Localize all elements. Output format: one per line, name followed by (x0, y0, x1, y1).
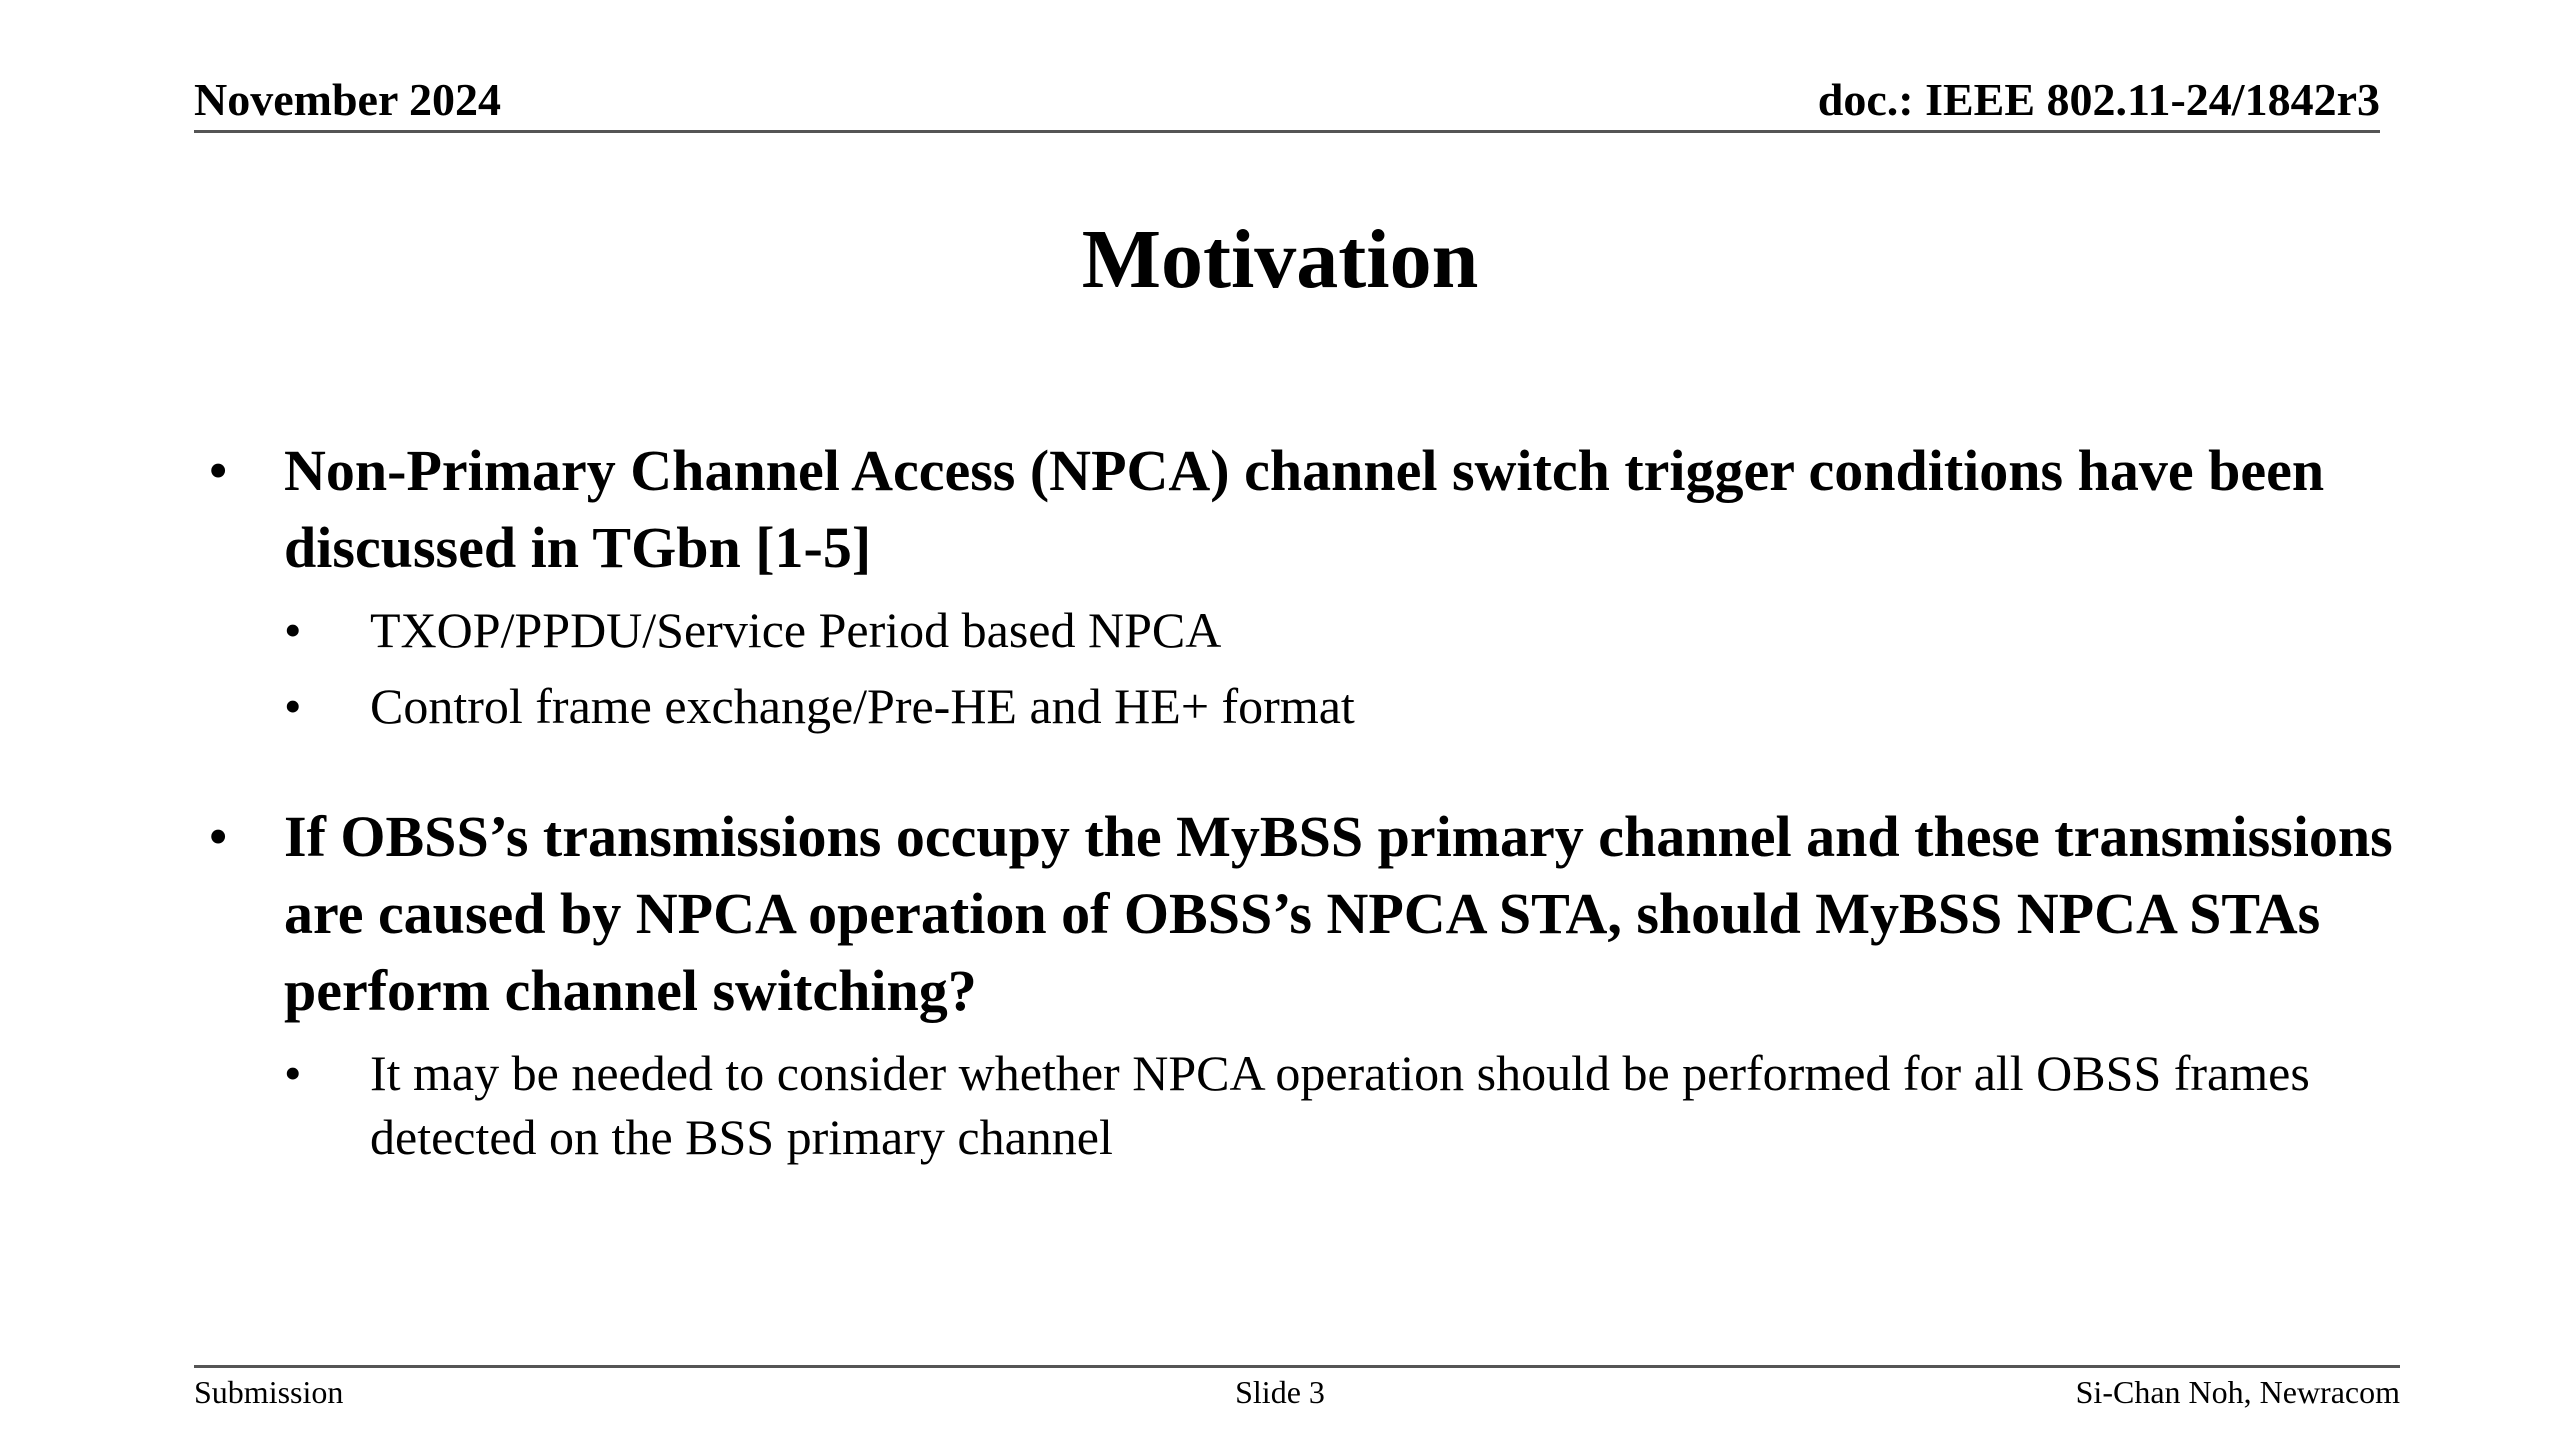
bullet-1 (208, 432, 2408, 586)
footer-author: Si-Chan Noh, Newracom (2075, 1374, 2400, 1410)
bullet-1-sub-1 (284, 598, 2408, 662)
slide-title: Motivation (1081, 213, 1479, 306)
bullet-spacer (208, 738, 2408, 798)
bullet-2-sub-1-text: It may be needed to consider whether NPCA operation should be performed for all OBSS frames detected on the BSS primary channel (370, 1045, 2310, 1165)
slide-header (194, 72, 2380, 133)
header-date: November 2024 (194, 74, 502, 125)
footer-submission: Submission (194, 1374, 344, 1410)
bullet-1-sub-2-glyph: • (284, 678, 302, 734)
bullet-1-sub-1-text: TXOP/PPDU/Service Period based NPCA (370, 602, 1222, 658)
bullet-2-glyph: • (208, 804, 229, 869)
bullet-1-sub-1-glyph: • (284, 602, 302, 658)
header-doc-id: doc.: IEEE 802.11-24/1842r3 (1817, 74, 2380, 125)
bullet-2 (208, 798, 2408, 1029)
bullet-1-text: Non-Primary Channel Access (NPCA) channel switch trigger conditions have been discussed in TGbn [1-5] (284, 438, 2325, 580)
bullet-2-sub-1 (284, 1041, 2408, 1169)
bullet-1-glyph: • (208, 438, 229, 503)
bullet-1-sub-2 (284, 674, 2408, 738)
bullet-2-sub-1-glyph: • (284, 1045, 302, 1101)
bullet-2-text: If OBSS’s transmissions occupy the MyBSS primary channel and these transmissions are caused by NPCA operation of OBSS’s NPCA STA, should MyBSS NPCA STAs perform channel switching? (284, 804, 2393, 1023)
footer-slide-number: Slide 3 (1235, 1374, 1325, 1410)
footer-divider (194, 1365, 2400, 1368)
bullet-1-sub-2-text: Control frame exchange/Pre-HE and HE+ format (370, 678, 1355, 734)
slide-body (208, 432, 2408, 1169)
